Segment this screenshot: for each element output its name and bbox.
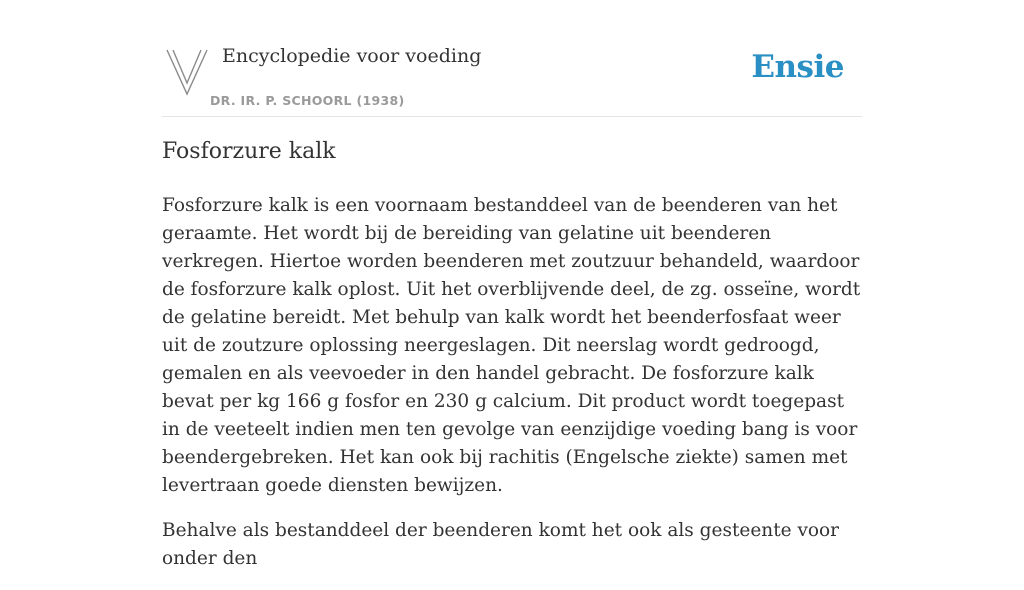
article-body [162, 192, 862, 590]
book-author: DR. IR. P. SCHOORL (1938) [210, 93, 405, 108]
article-paragraph: Fosforzure kalk is een voornaam bestanddeel van de beenderen van het geraamte. Het wordt bij de bereiding van gelatine uit beenderen verkregen. Hiertoe worden beenderen met zoutzuur behandeld, waardoor de fosforzure kalk oplost. Uit het overblijvende deel, de zg. osseïne, wordt de gelatine bereidt. Met behulp van kalk wordt het beenderfosfaat weer uit de zoutzure oplossing neergeslagen. Dit neerslag wordt gedroogd, gemalen en als veevoeder in den handel gebracht. De fosforzure kalk bevat per kg 166 g fosfor en 230 g calcium. Dit product wordt toegepast in de veeteelt indien men ten gevolge van eenzijdige voeding bang is voor beendergebreken. Het kan ook bij rachitis (Engelsche ziekte) samen met levertraan goede diensten bewijzen. [162, 195, 861, 496]
article-paragraph: Behalve als bestanddeel der beenderen komt het ook als gesteente voor onder den [162, 520, 840, 569]
header [162, 0, 862, 117]
brand-logo[interactable]: Ensie [751, 49, 844, 85]
book-title[interactable]: Encyclopedie voor voeding [222, 45, 482, 67]
v-letter-logo-icon[interactable] [166, 48, 208, 96]
article-title: Fosforzure kalk [162, 139, 336, 164]
